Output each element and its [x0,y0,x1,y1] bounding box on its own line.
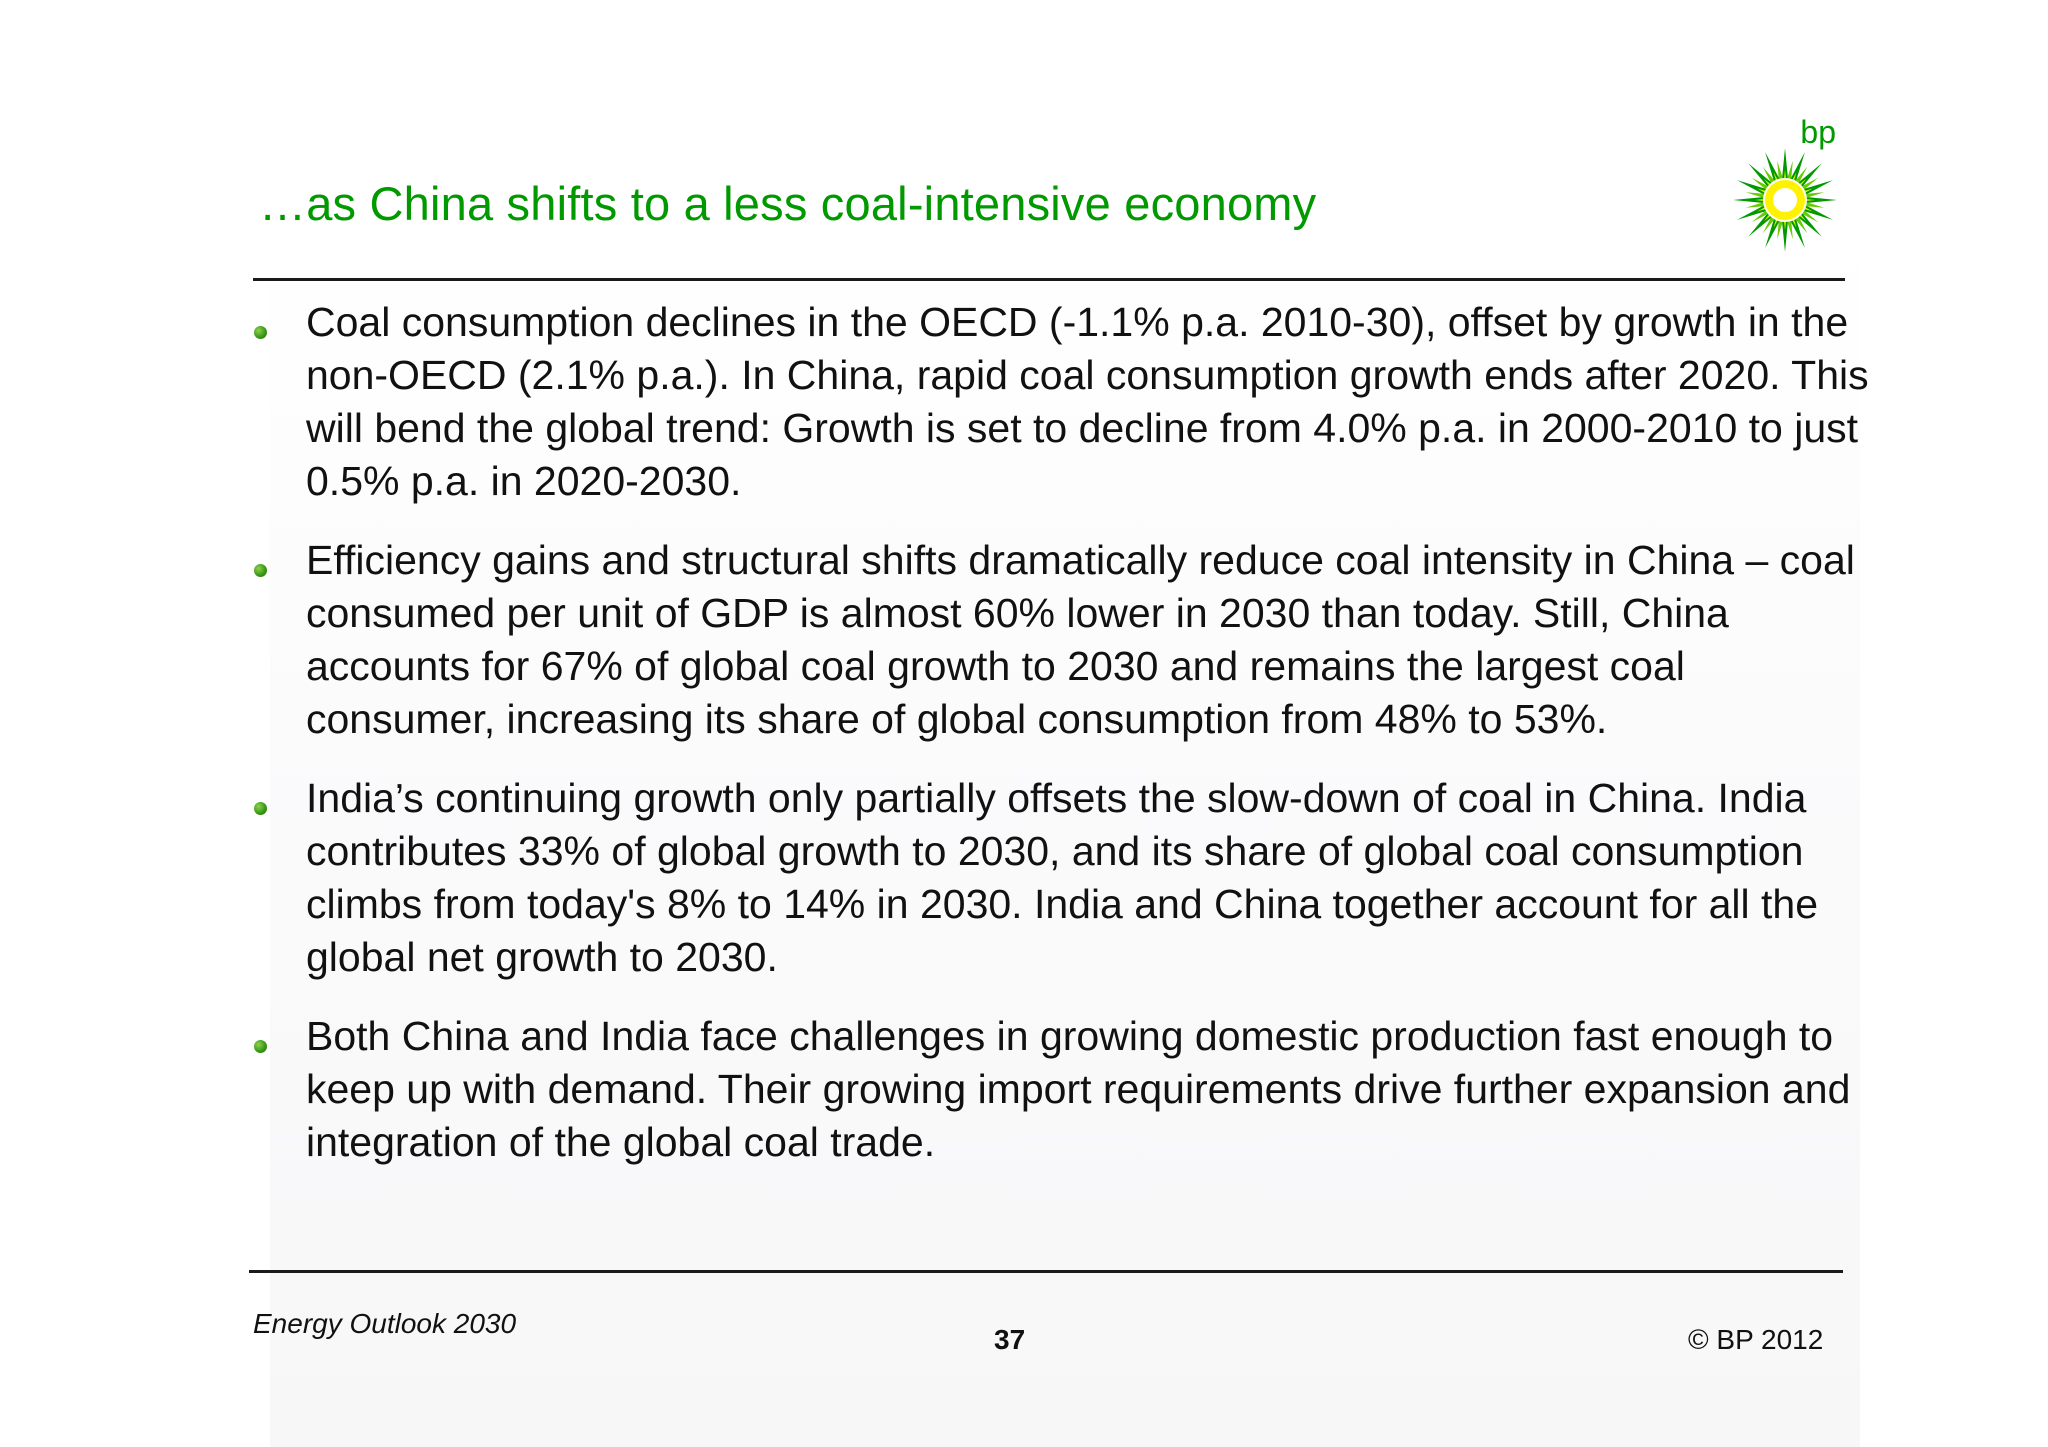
slide-title: …as China shifts to a less coal-intensive economy [259,177,1317,230]
bullet-text: Both China and India face challenges in growing domestic production fast enough to keep up with demand. Their growing import requirements drive further expansion and integration of the global coal trade. [306,1013,1851,1165]
bullet-list [254,296,1874,1195]
bullet-item [254,296,1874,508]
top-divider [253,278,1845,281]
bullet-item [254,1010,1874,1169]
bp-logo-text: bp [1800,114,1836,150]
bottom-divider [249,1270,1843,1273]
bullet-dot-icon [254,1040,267,1053]
bullet-item [254,772,1874,984]
page-number: 37 [994,1324,1026,1355]
bullet-text: Coal consumption declines in the OECD (-1.1% p.a. 2010-30), offset by growth in the non-OECD (2.1% p.a.). In China, rapid coal consumption growth ends after 2020. This will bend the global trend: Growth is set to decline from 4.0% p.a. in 2000-2010 to just 0.5% p.a. in 2020-2030. [306,299,1869,504]
footer-copyright: © BP 2012 [1688,1324,1824,1355]
bullet-text: Efficiency gains and structural shifts dramatically reduce coal intensity in China – coal consumed per unit of GDP is almost 60% lower in 2030 than today. Still, China accounts for 67% of global coal growth to 2030 and remains the largest coal consumer, increasing its share of global consumption from 48% to 53%. [306,537,1855,742]
bullet-dot-icon [254,802,267,815]
bullet-dot-icon [254,326,267,339]
bullet-text: India’s continuing growth only partially offsets the slow-down of coal in China. India contributes 33% of global growth to 2030, and its share of global coal consumption climbs from today's 8% to 14% in 2030. India and China together account for all the global net growth to 2030. [306,775,1819,980]
bullet-dot-icon [254,564,267,577]
helios-sunburst-icon [1731,146,1839,254]
bullet-item [254,534,1874,746]
footer-publication: Energy Outlook 2030 [253,1308,517,1339]
bp-logo [1720,108,1850,258]
